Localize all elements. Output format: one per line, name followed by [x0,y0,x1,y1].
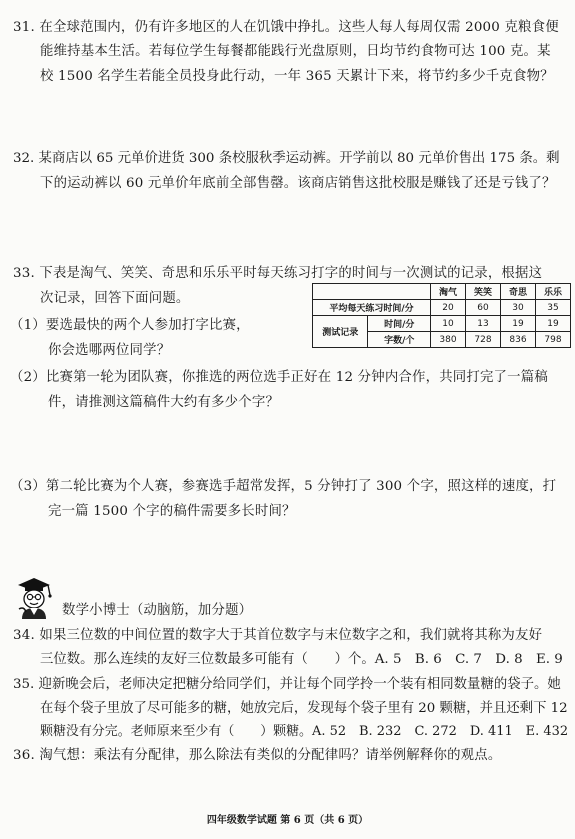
table-cell: 60 [466,300,501,316]
table-row [313,300,571,316]
table-cell: 10 [431,316,466,332]
table-header-cell: 奇思 [501,284,536,300]
q34-line2: 三位数。那么连续的友好三位数最多可能有（ ）个。A. 5 B. 6 C. 7 D. 8 E. 9 [40,652,563,667]
q35-line2: 在每个袋子里放了尽可能多的糖，她放完后，发现每个袋子里有 20 颗糖，并且还剩下 12 [40,701,568,716]
row-label: 平均每天练习时间/分 [313,300,431,316]
bonus-section-title: 数学小博士（动脑筋，加分题） [62,603,253,618]
table-header-cell: 淘气 [431,284,466,300]
q33-part3-line2: 完一篇 1500 个字的稿件需要多长时间？ [48,504,296,519]
q32-line2: 下的运动裤以 60 元单价年底前全部售罄。该商店销售这批校服是赚钱了还是亏钱了？ [40,176,556,191]
q33-part1-line1: （1）要选最快的两个人参加打字比赛， [10,318,250,333]
group-label: 测试记录 [313,316,368,348]
row-label: 字数/个 [368,332,431,348]
table-cell: 728 [466,332,501,348]
table-cell: 836 [501,332,536,348]
typing-record-table [312,283,571,348]
page-footer: 四年级数学试题 第 6 页（共 6 页） [206,815,369,826]
table-cell: 30 [501,300,536,316]
table-cell: 19 [536,316,571,332]
table-cell: 19 [501,316,536,332]
table-cell: 798 [536,332,571,348]
table-header-cell: 乐乐 [536,284,571,300]
table-cell: 35 [536,300,571,316]
q33-part2-line1: （2）比赛第一轮为团队赛，你推选的两位选手正好在 12 分钟内合作，共同打完了一篇稿 [10,370,548,385]
q31-line3: 校 1500 名学生若能全员投身此行动，一年 365 天累计下来，将节约多少千克食物？ [40,69,554,84]
q33-line1: 33. 下表是淘气、笑笑、奇思和乐乐平时每天练习打字的时间与一次测试的记录，根据这 [13,266,543,281]
q33-part2-line2: 件，请推测这篇稿件大约有多少个字？ [48,395,280,410]
table-cell: 20 [431,300,466,316]
table-header-cell: 笑笑 [466,284,501,300]
q33-part3-line1: （3）第二轮比赛为个人赛，参赛选手超常发挥，5 分钟打了 300 个字，照这样的速度，打 [10,479,557,494]
table-cell: 380 [431,332,466,348]
q36-line1: 36. 淘气想：乘法有分配律，那么除法有类似的分配律吗？请举例解释你的观点。 [13,748,502,763]
q32-line1: 32. 某商店以 65 元单价进货 300 条校服秋季运动裤。开学前以 80 元单价售出 175 条。剩 [13,151,560,166]
q34-line1: 34. 如果三位数的中间位置的数字大于其首位数字与末位数字之和，我们就将其称为友好 [13,628,543,643]
q31-line1: 31. 在全球范围内，仍有许多地区的人在饥饿中挣扎。这些人每人每周仅需 2000 克粮食便 [13,20,559,35]
q35-line1: 35. 迎新晚会后，老师决定把糖分给同学们，并让每个同学拎一个装有相同数量糖的袋子。她 [13,677,561,692]
q31-line2: 能维持基本生活。若每位学生每餐都能践行光盘原则，日均节约食物可达 100 克。某 [40,44,551,59]
q35-line3: 颗糖没有分完。老师原来至少有（ ）颗糖。A. 52 B. 232 C. 272 D. 411 E. 432 [40,724,569,739]
row-label: 时间/分 [368,316,431,332]
table-cell: 13 [466,316,501,332]
table-header-row [313,284,571,300]
table-row [313,316,571,332]
table-corner-cell [313,284,431,300]
q33-part1-line2: 你会选哪两位同学？ [48,343,171,358]
q33-line2: 次记录，回答下面问题。 [40,291,190,306]
doctor-cartoon-icon [14,575,54,619]
